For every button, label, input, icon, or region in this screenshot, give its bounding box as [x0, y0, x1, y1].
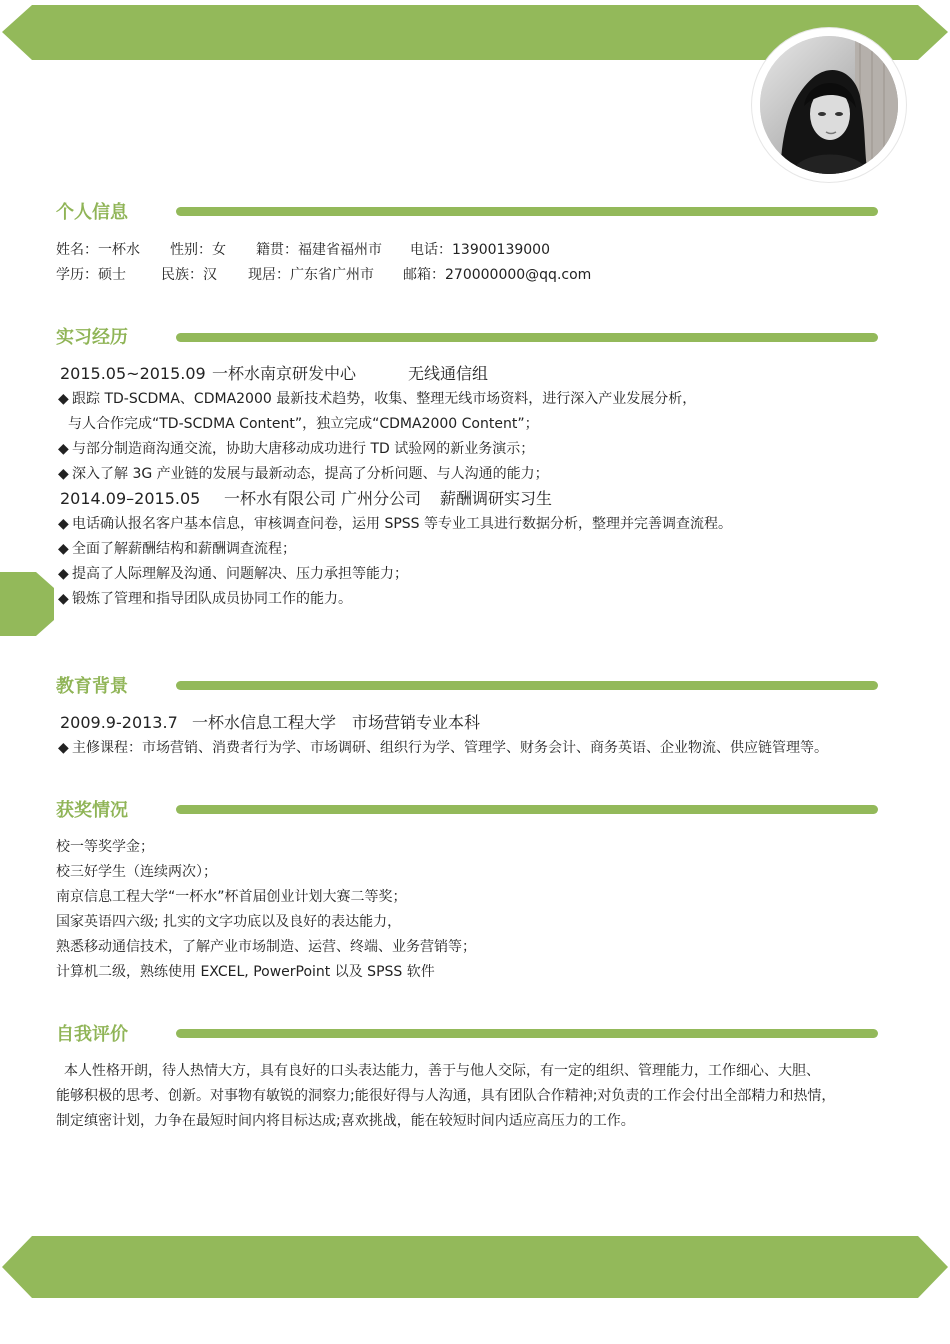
job1-item-continued: 与人合作完成“TD-SCDMA Content”，独立完成“CDMA2000 Content”； — [68, 416, 539, 432]
diamond-bullet-icon: ◆ — [58, 516, 69, 532]
self-eval-line: 能够积极的思考、创新。对事物有敏锐的洞察力;能很好得与人沟通，具有团队合作精神;对负责的工作会付出全部精力和热情， — [56, 1088, 836, 1104]
diamond-bullet-icon: ◆ — [58, 740, 69, 756]
section-title-self-evaluation: 自我评价 — [56, 1024, 128, 1045]
side-decoration — [0, 572, 54, 636]
info-phone: 电话：13900139000 — [410, 242, 550, 258]
info-residence: 现居：广东省广州市 — [248, 267, 374, 283]
section-divider-education — [176, 681, 878, 690]
avatar-frame — [752, 28, 906, 182]
job2-item: ◆ 提高了人际理解及沟通、问题解决、压力承担等能力； — [58, 566, 408, 582]
info-ethnicity: 民族：汉 — [161, 267, 217, 283]
self-eval-line: 制定缜密计划，力争在最短时间内将目标达成;喜欢挑战，能在较短时间内适应高压力的工作。 — [56, 1113, 635, 1129]
diamond-bullet-icon: ◆ — [58, 541, 69, 557]
award-item: 校三好学生（连续两次）； — [56, 864, 217, 880]
info-gender: 性别：女 — [170, 242, 226, 258]
info-native-place: 籍贯：福建省福州市 — [256, 242, 382, 258]
info-name: 姓名：一杯水 — [56, 242, 140, 258]
award-item: 国家英语四六级; 扎实的文字功底以及良好的表达能力， — [56, 914, 402, 930]
info-email: 邮箱：270000000@qq.com — [403, 267, 592, 283]
diamond-bullet-icon: ◆ — [58, 466, 69, 482]
education-school: 一杯水信息工程大学 — [192, 713, 337, 732]
award-item: 南京信息工程大学“一杯水”杯首届创业计划大赛二等奖； — [56, 889, 407, 905]
award-item: 计算机二级，熟练使用 EXCEL, PowerPoint 以及 SPSS 软件 — [56, 964, 435, 980]
job1-period: 2015.05~2015.09 — [60, 364, 206, 383]
job1-item: ◆ 与部分制造商沟通交流，协助大唐移动成功进行 TD 试验网的新业务演示； — [58, 441, 535, 457]
job1-organization: 一杯水南京研发中心 — [212, 364, 357, 383]
section-title-internship: 实习经历 — [56, 327, 128, 348]
job1-item: ◆ 深入了解 3G 产业链的发展与最新动态，提高了分析问题、与人沟通的能力； — [58, 466, 549, 482]
education-major: 市场营销专业本科 — [352, 713, 481, 732]
job1-item: ◆ 跟踪 TD-SCDMA、CDMA2000 最新技术趋势，收集、整理无线市场资料，进行深入产业发展分析， — [58, 391, 697, 407]
section-title-personal: 个人信息 — [56, 202, 128, 223]
portrait-photo — [760, 36, 898, 174]
diamond-bullet-icon: ◆ — [58, 391, 69, 407]
job2-item: ◆ 电话确认报名客户基本信息，审核调查问卷，运用 SPSS 等专业工具进行数据分析，整理并完善调查流程。 — [58, 516, 733, 532]
job2-department: 薪酬调研实习生 — [440, 489, 553, 508]
job2-item: ◆ 锻炼了管理和指导团队成员协同工作的能力。 — [58, 591, 352, 607]
job2-period: 2014.09–2015.05 — [60, 489, 201, 508]
section-divider-self-evaluation — [176, 1029, 878, 1038]
diamond-bullet-icon: ◆ — [58, 441, 69, 457]
education-courses: ◆ 主修课程：市场营销、消费者行为学、市场调研、组织行为学、管理学、财务会计、商务英语、企业物流、供应链管理等。 — [58, 740, 828, 756]
job2-item: ◆ 全面了解薪酬结构和薪酬调查流程； — [58, 541, 296, 557]
award-item: 校一等奖学金； — [56, 839, 154, 855]
education-period: 2009.9-2013.7 — [60, 713, 178, 732]
diamond-bullet-icon: ◆ — [58, 591, 69, 607]
job1-department: 无线通信组 — [408, 364, 489, 383]
award-item: 熟悉移动通信技术，了解产业市场制造、运营、终端、业务营销等； — [56, 939, 476, 955]
section-divider-personal — [176, 207, 878, 216]
job2-organization: 一杯水有限公司 广州分公司 — [224, 489, 422, 508]
section-divider-awards — [176, 805, 878, 814]
section-title-education: 教育背景 — [56, 676, 128, 697]
info-degree: 学历：硕士 — [56, 267, 126, 283]
self-eval-line: 本人性格开朗，待人热情大方，具有良好的口头表达能力，善于与他人交际，有一定的组织、管理能力，工作细心、大胆、 — [64, 1063, 820, 1079]
avatar — [760, 36, 898, 174]
diamond-bullet-icon: ◆ — [58, 566, 69, 582]
bottom-banner — [2, 1236, 948, 1298]
section-title-awards: 获奖情况 — [56, 800, 128, 821]
section-divider-internship — [176, 333, 878, 342]
